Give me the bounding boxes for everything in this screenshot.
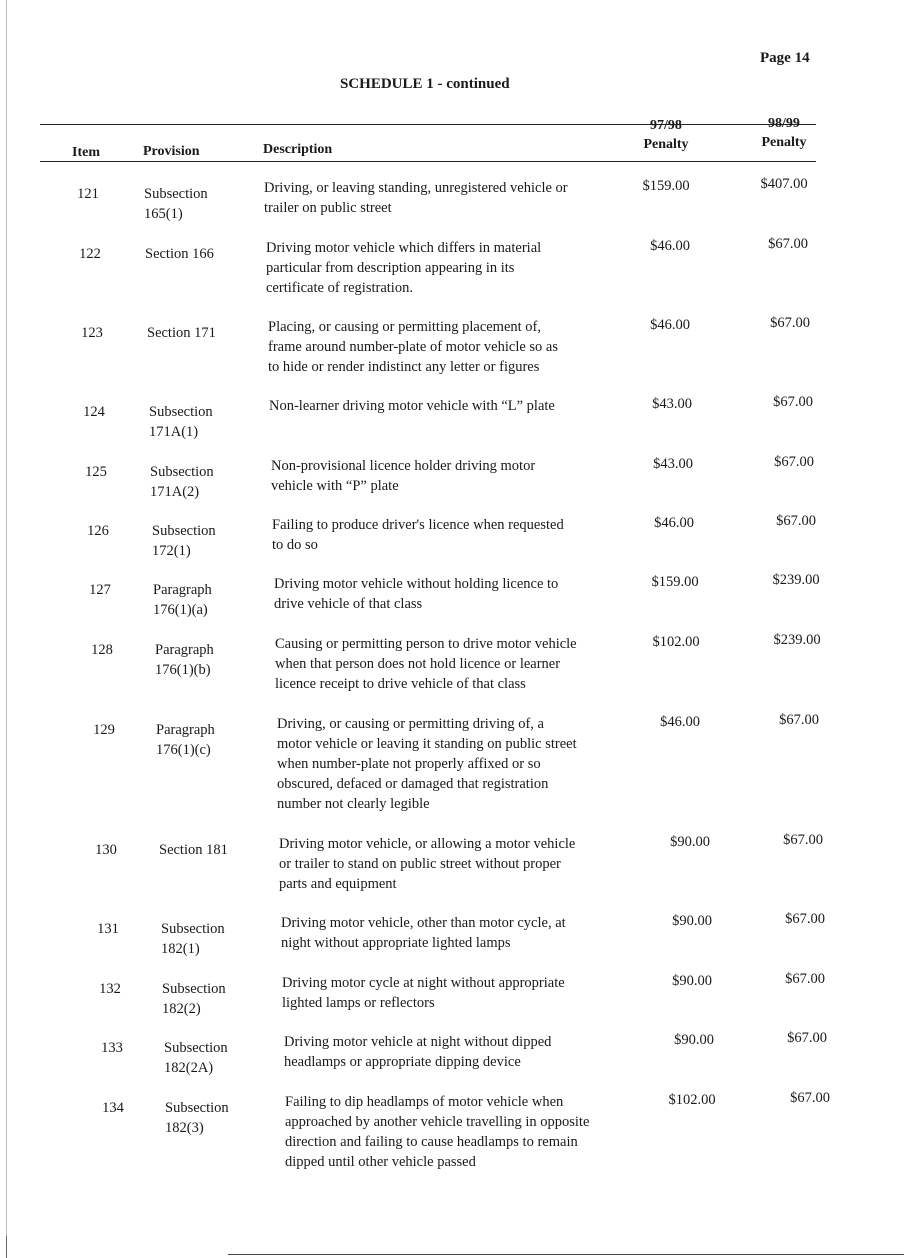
header-penalty-9899-label: Penalty: [761, 135, 807, 150]
description-line: Driving motor vehicle without holding licence to: [274, 576, 559, 592]
provision: [144, 184, 244, 224]
provision-type: Subsection: [165, 1100, 229, 1116]
penalty-9798: $46.00: [650, 317, 690, 333]
penalty-9798: $159.00: [651, 574, 699, 590]
provision-reference: 165(1): [144, 206, 183, 222]
provision: [164, 1038, 264, 1078]
provision-type: Subsection: [150, 464, 214, 480]
provision: [150, 462, 250, 502]
description: [264, 178, 614, 218]
description-line: Non-learner driving motor vehicle with “L” plate: [269, 398, 555, 414]
header-penalty-9798: [626, 116, 706, 154]
description: [275, 634, 625, 694]
provision: [153, 580, 253, 620]
item-number: 127: [89, 582, 111, 598]
description-line: frame around number-plate of motor vehicle so as: [268, 339, 559, 355]
description-line: Driving motor cycle at night without appropriate: [282, 975, 565, 991]
provision: [149, 402, 249, 442]
description-line: Driving motor vehicle, or allowing a motor vehicle: [279, 836, 576, 852]
provision-type: Paragraph: [153, 582, 212, 598]
page-left-edge: [6, 0, 7, 1258]
description-line: trailer on public street: [264, 200, 392, 216]
provision: [145, 244, 245, 264]
penalty-9899: $239.00: [772, 572, 820, 588]
description-line: Failing to produce driver's licence when requested: [272, 517, 564, 533]
description: [279, 834, 629, 894]
description: [271, 456, 621, 496]
penalty-9798: $43.00: [653, 456, 693, 472]
penalty-9798: $102.00: [668, 1092, 716, 1108]
penalty-9798: $46.00: [650, 238, 690, 254]
provision-reference: 182(1): [161, 941, 200, 957]
penalty-9798: $90.00: [674, 1032, 714, 1048]
penalty-9798: $102.00: [652, 634, 700, 650]
penalty-9798: $159.00: [642, 178, 690, 194]
provision-type: Subsection: [161, 921, 225, 937]
description-line: night without appropriate lighted lamps: [281, 935, 511, 951]
header-item: Item: [72, 145, 100, 160]
description-line: certificate of registration.: [266, 280, 413, 296]
provision: [161, 919, 261, 959]
description-line: number not clearly legible: [277, 796, 430, 812]
provision-type: Paragraph: [155, 642, 214, 658]
item-number: 131: [97, 921, 119, 937]
item-number: 133: [101, 1040, 123, 1056]
description-line: lighted lamps or reflectors: [282, 995, 435, 1011]
description-line: to hide or render indistinct any letter or figures: [268, 359, 540, 375]
description-line: to do so: [272, 537, 318, 553]
description-line: Driving motor vehicle which differs in material: [266, 240, 542, 256]
description-line: Driving, or leaving standing, unregistered vehicle or: [264, 180, 568, 196]
penalty-9798: $90.00: [672, 913, 712, 929]
description-line: motor vehicle or leaving it standing on public street: [277, 736, 577, 752]
provision-reference: 171A(1): [149, 424, 199, 440]
penalty-9899: $407.00: [760, 176, 808, 192]
description-line: Failing to dip headlamps of motor vehicle when: [285, 1094, 564, 1110]
description: [266, 238, 616, 298]
penalty-9899: $67.00: [779, 712, 819, 728]
penalty-9798: $90.00: [672, 973, 712, 989]
provision-type: Subsection: [164, 1040, 228, 1056]
description-line: approached by another vehicle travelling in opposite: [285, 1114, 590, 1130]
description-line: Non-provisional licence holder driving motor: [271, 458, 536, 474]
item-number: 128: [91, 642, 113, 658]
provision: [152, 521, 252, 561]
provision-type: Paragraph: [156, 722, 215, 738]
description: [274, 574, 624, 614]
page-left-edge-mark: [6, 1236, 7, 1258]
provision-type: Subsection: [149, 404, 213, 420]
description-line: Causing or permitting person to drive motor vehicle: [275, 636, 577, 652]
penalty-9798: $46.00: [660, 714, 700, 730]
description-line: Driving, or causing or permitting driving of, a: [277, 716, 544, 732]
page-title: SCHEDULE 1 - continued: [340, 76, 510, 92]
provision-type: Section 166: [145, 246, 214, 262]
penalty-9899: $67.00: [785, 971, 825, 987]
header-penalty-9899: [744, 114, 824, 152]
description: [272, 515, 622, 555]
provision-reference: 176(1)(b): [155, 662, 211, 678]
penalty-9899: $67.00: [783, 832, 823, 848]
description-line: headlamps or appropriate dipping device: [284, 1054, 521, 1070]
penalty-9899: $67.00: [787, 1030, 827, 1046]
description-line: obscured, defaced or damaged that registration: [277, 776, 549, 792]
penalty-9798: $46.00: [654, 515, 694, 531]
header-penalty-9798-year: 97/98: [650, 118, 682, 133]
provision-reference: 182(3): [165, 1120, 204, 1136]
item-number: 124: [83, 404, 105, 420]
description-line: when that person does not hold licence or learner: [275, 656, 561, 672]
footer-rule: [228, 1254, 904, 1255]
description: [281, 913, 631, 953]
penalty-9899: $67.00: [790, 1090, 830, 1106]
penalty-9899: $67.00: [770, 315, 810, 331]
provision-reference: 176(1)(c): [156, 742, 211, 758]
description-line: drive vehicle of that class: [274, 596, 423, 612]
header-provision: Provision: [143, 144, 200, 159]
provision-reference: 176(1)(a): [153, 602, 208, 618]
provision-type: Section 181: [159, 842, 228, 858]
item-number: 123: [81, 325, 103, 341]
penalty-9899: $67.00: [785, 911, 825, 927]
description-line: or trailer to stand on public street without proper: [279, 856, 561, 872]
item-number: 125: [85, 464, 107, 480]
provision-reference: 171A(2): [150, 484, 200, 500]
provision: [165, 1098, 265, 1138]
description-line: when number-plate not properly affixed or so: [277, 756, 541, 772]
penalty-9798: $43.00: [652, 396, 692, 412]
description: [284, 1032, 634, 1072]
description-line: vehicle with “P” plate: [271, 478, 399, 494]
penalty-9899: $67.00: [768, 236, 808, 252]
description-line: particular from description appearing in its: [266, 260, 515, 276]
provision: [159, 840, 259, 860]
penalty-9899: $67.00: [776, 513, 816, 529]
penalty-9899: $239.00: [773, 632, 821, 648]
item-number: 132: [99, 981, 121, 997]
description: [285, 1092, 635, 1172]
description-line: direction and failing to cause headlamps to remain: [285, 1134, 578, 1150]
header-penalty-9798-label: Penalty: [643, 137, 689, 152]
description: [269, 396, 619, 416]
description: [277, 714, 627, 814]
provision-reference: 182(2): [162, 1001, 201, 1017]
description-line: licence receipt to drive vehicle of that class: [275, 676, 526, 692]
item-number: 129: [93, 722, 115, 738]
provision-reference: 182(2A): [164, 1060, 214, 1076]
item-number: 130: [95, 842, 117, 858]
provision: [147, 323, 247, 343]
item-number: 126: [87, 523, 109, 539]
header-description: Description: [263, 142, 333, 157]
description-line: Driving motor vehicle at night without dipped: [284, 1034, 552, 1050]
page-number: Page 14: [760, 50, 810, 66]
penalty-9798: $90.00: [670, 834, 710, 850]
provision: [162, 979, 262, 1019]
description-line: Placing, or causing or permitting placement of,: [268, 319, 542, 335]
provision-type: Subsection: [152, 523, 216, 539]
item-number: 121: [77, 186, 99, 202]
description-line: parts and equipment: [279, 876, 397, 892]
penalty-9899: $67.00: [773, 394, 813, 410]
item-number: 134: [102, 1100, 124, 1116]
header-penalty-9899-year: 98/99: [768, 116, 800, 131]
description: [282, 973, 632, 1013]
provision-type: Subsection: [162, 981, 226, 997]
description: [268, 317, 618, 377]
provision: [155, 640, 255, 680]
description-line: dipped until other vehicle passed: [285, 1154, 476, 1170]
provision-reference: 172(1): [152, 543, 191, 559]
penalty-9899: $67.00: [774, 454, 814, 470]
description-line: Driving motor vehicle, other than motor cycle, at: [281, 915, 566, 931]
provision-type: Subsection: [144, 186, 208, 202]
provision-type: Section 171: [147, 325, 216, 341]
item-number: 122: [79, 246, 101, 262]
provision: [156, 720, 256, 760]
header-bottom-rule: [40, 161, 816, 162]
